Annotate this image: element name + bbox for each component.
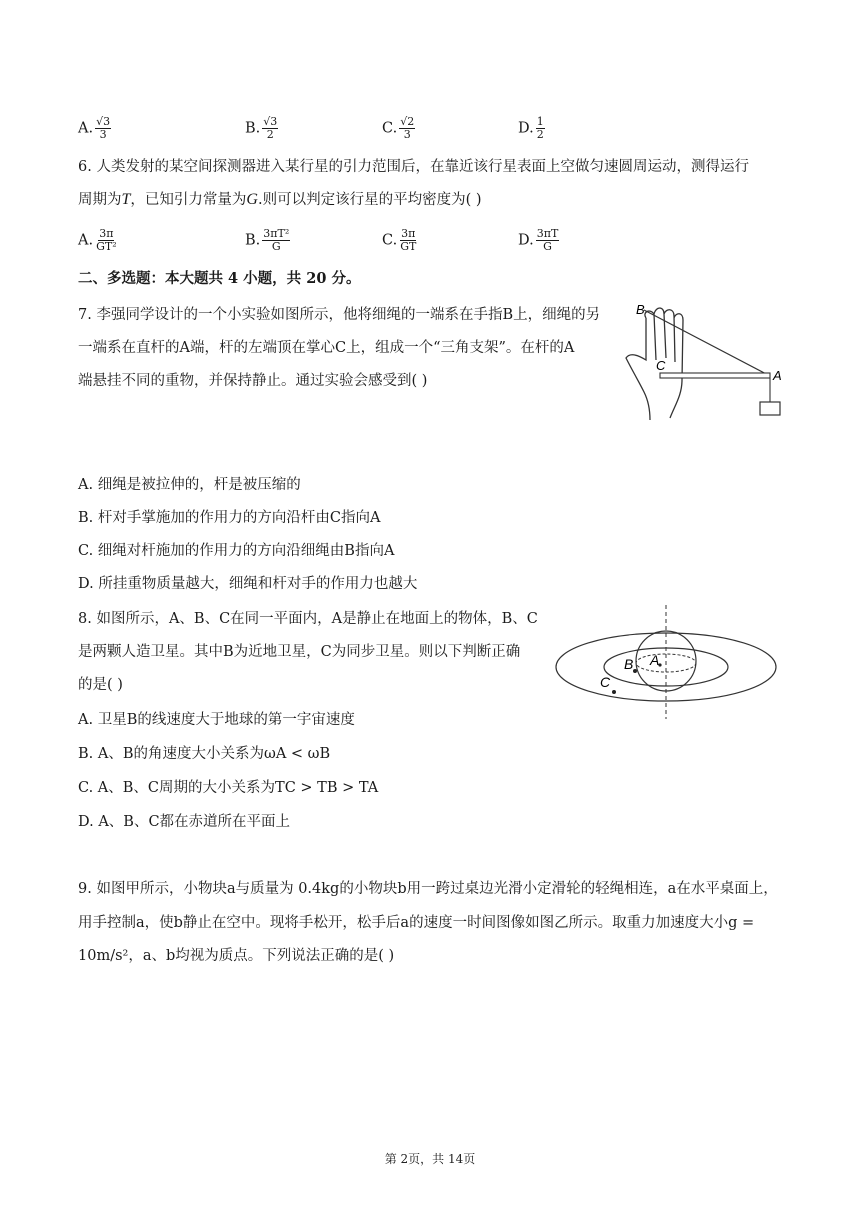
q9-stem-line3: 10m/s²，a、b均视为质点。下列说法正确的是( ): [78, 948, 395, 964]
rod: [660, 373, 770, 378]
q5-option-b: B. $\frac{√3}{2}$: [245, 115, 278, 141]
orbit-b: [604, 648, 728, 686]
q5-option-c: C. $\frac{√2}{3}$: [382, 115, 415, 141]
q7-stem-line2: 一端系在直杆的A端，杆的左端顶在掌心C上，组成一个“三角支架”。在杆的A: [78, 340, 575, 356]
q6-stem-line2: 周期为T，已知引力常量为G.则可以判定该行星的平均密度为( ): [78, 191, 482, 208]
q6-option-d: D. $\frac{3\pi T}{G}$: [518, 227, 559, 253]
q9-stem-line1: 9. 如图甲所示，小物块a与质量为 0.4kg的小物块b用一跨过桌边光滑小定滑轮的轻绳相连，a在水平桌面上，: [78, 881, 778, 897]
q7-option-c: C. 细绳对杆施加的作用力的方向沿细绳由B指向A: [78, 543, 395, 559]
hand-outline: [626, 308, 683, 420]
q5-option-a: A. $\frac{√3}{3}$: [78, 115, 111, 141]
satellite-b-dot: [633, 669, 637, 673]
q8-option-d: D. A、B、C都在赤道所在平面上: [78, 814, 291, 830]
q8-stem-line1: 8. 如图所示，A、B、C在同一平面内，A是静止在地面上的物体，B、C: [78, 611, 538, 627]
q7-stem-line1: 7. 李强同学设计的一个小实验如图所示，他将细绳的一端系在手指B上，细绳的另: [78, 307, 601, 323]
q7-option-a: A. 细绳是被拉伸的，杆是被压缩的: [78, 477, 301, 493]
fig7-label-c: C: [656, 358, 666, 373]
q7-option-d: D. 所挂重物质量越大，细绳和杆对手的作用力也越大: [78, 576, 418, 592]
hanging-weight: [760, 402, 780, 415]
fig8-label-b: B: [624, 656, 634, 672]
q6-option-c: C. $\frac{3\pi}{GT}$: [382, 227, 417, 253]
section2-title: 二、多选题：本大题共 4 小题，共 20 分。: [78, 270, 361, 287]
satellite-c-dot: [612, 690, 616, 694]
fig7-label-a: A: [773, 368, 782, 383]
q8-stem-line3: 的是( ): [78, 677, 123, 693]
q7-stem-line3: 端悬挂不同的重物，并保持静止。通过实验会感受到( ): [78, 373, 428, 389]
fig8-label-a: A: [650, 652, 660, 668]
q8-satellite-orbit-figure: [552, 603, 782, 721]
q7-triangle-bracket-figure: [620, 300, 790, 425]
q5-option-d: D. $\frac{1}{2}$: [518, 115, 544, 141]
page-footer: 第 2页，共 14页: [384, 1152, 476, 1166]
q8-option-a: A. 卫星B的线速度大于地球的第一宇宙速度: [78, 712, 355, 728]
q6-option-b: B. $\frac{\text{3πT²}}{G}$: [245, 227, 290, 253]
q6-option-a: A. $\frac{3\pi}{\text{GT²}}$: [78, 227, 117, 253]
q7-option-b: B. 杆对手掌施加的作用力的方向沿杆由C指向A: [78, 510, 381, 526]
fig7-label-b: B: [636, 302, 645, 317]
fig8-label-c: C: [600, 674, 611, 690]
q8-stem-line2: 是两颗人造卫星。其中B为近地卫星，C为同步卫星。则以下判断正确: [78, 644, 521, 660]
q6-stem-line1: 6. 人类发射的某空间探测器进入某行星的引力范围后，在靠近该行星表面上空做匀速圆周运动，测得运行: [78, 159, 749, 175]
q9-stem-line2: 用手控制a，使b静止在空中。现将手松开，松手后a的速度一时间图像如图乙所示。取重力加速度大小g =: [78, 915, 755, 931]
q8-option-b: B. A、B的角速度大小关系为ωA < ωB: [78, 746, 331, 762]
q8-option-c: C. A、B、C周期的大小关系为TC > TB > TA: [78, 780, 379, 796]
